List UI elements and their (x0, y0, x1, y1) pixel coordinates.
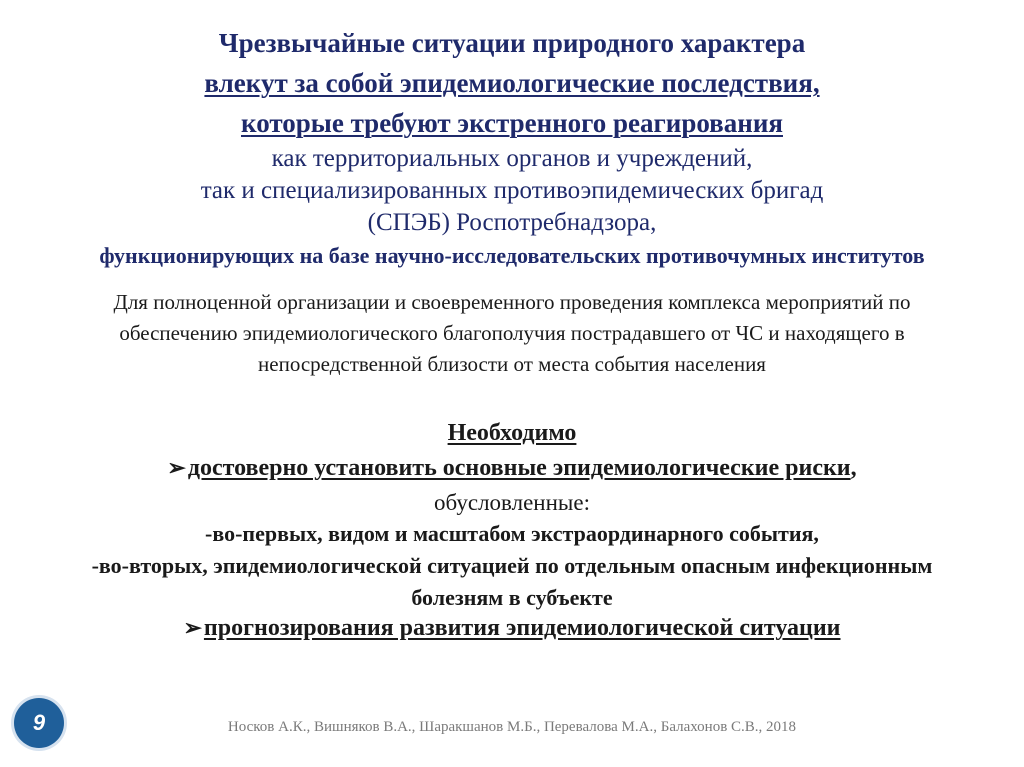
bullet-item-1 (0, 455, 1024, 482)
second-reason-line-1: -во-вторых, эпидемиологической ситуацией по отдельным опасным инфекционным (91, 553, 933, 578)
necessary-title-text: Необходимо (447, 420, 577, 446)
heading-line-5: так и специализированных противоэпидемических бригад (200, 177, 824, 204)
second-reason-line-2: болезням в субъекте (411, 585, 613, 610)
paragraph-line-2: обеспечению эпидемиологического благополучия пострадавшего от ЧС и находящего в (119, 321, 905, 345)
heading-line-3 (0, 108, 1024, 139)
paragraph-line-3: непосредственной близости от места события населения (258, 352, 766, 376)
heading-line-3-text: которые требуют экстренного реагирования (241, 108, 783, 138)
bullet-item-1-text: достоверно установить основные эпидемиологические риски (187, 455, 851, 481)
bullet-item-2 (0, 615, 1024, 642)
footer-citation: Носков А.К., Вишняков В.А., Шаракшанов М.Б., Перевалова М.А., Балахонов С.В., 2018 (227, 719, 797, 735)
heading-line-6: (СПЭБ) Роспотребнадзора, (367, 209, 657, 236)
arrow-bullet-icon: ➢ (183, 615, 202, 640)
heading-line-2 (0, 68, 1024, 99)
necessary-title (0, 420, 1024, 447)
heading-line-7: функционирующих на базе научно-исследовательских противочумных институтов (99, 243, 925, 268)
bullet-item-2-text: прогнозирования развития эпидемиологической ситуации (203, 615, 841, 641)
arrow-bullet-icon: ➢ (167, 455, 186, 480)
caused-label: обусловленные: (434, 490, 590, 515)
heading-line-1: Чрезвычайные ситуации природного характера (218, 28, 806, 58)
heading-line-4: как территориальных органов и учреждений, (271, 145, 753, 172)
first-reason: -во-первых, видом и масштабом экстраординарного события, (205, 521, 819, 546)
paragraph-line-1: Для полноценной организации и своевременного проведения комплекса мероприятий по (113, 290, 911, 314)
heading-line-2-text: влекут за собой эпидемиологические последствия, (204, 68, 820, 98)
slide-number-badge: 9 (14, 698, 64, 748)
bullet-item-1-tail: , (850, 455, 857, 481)
